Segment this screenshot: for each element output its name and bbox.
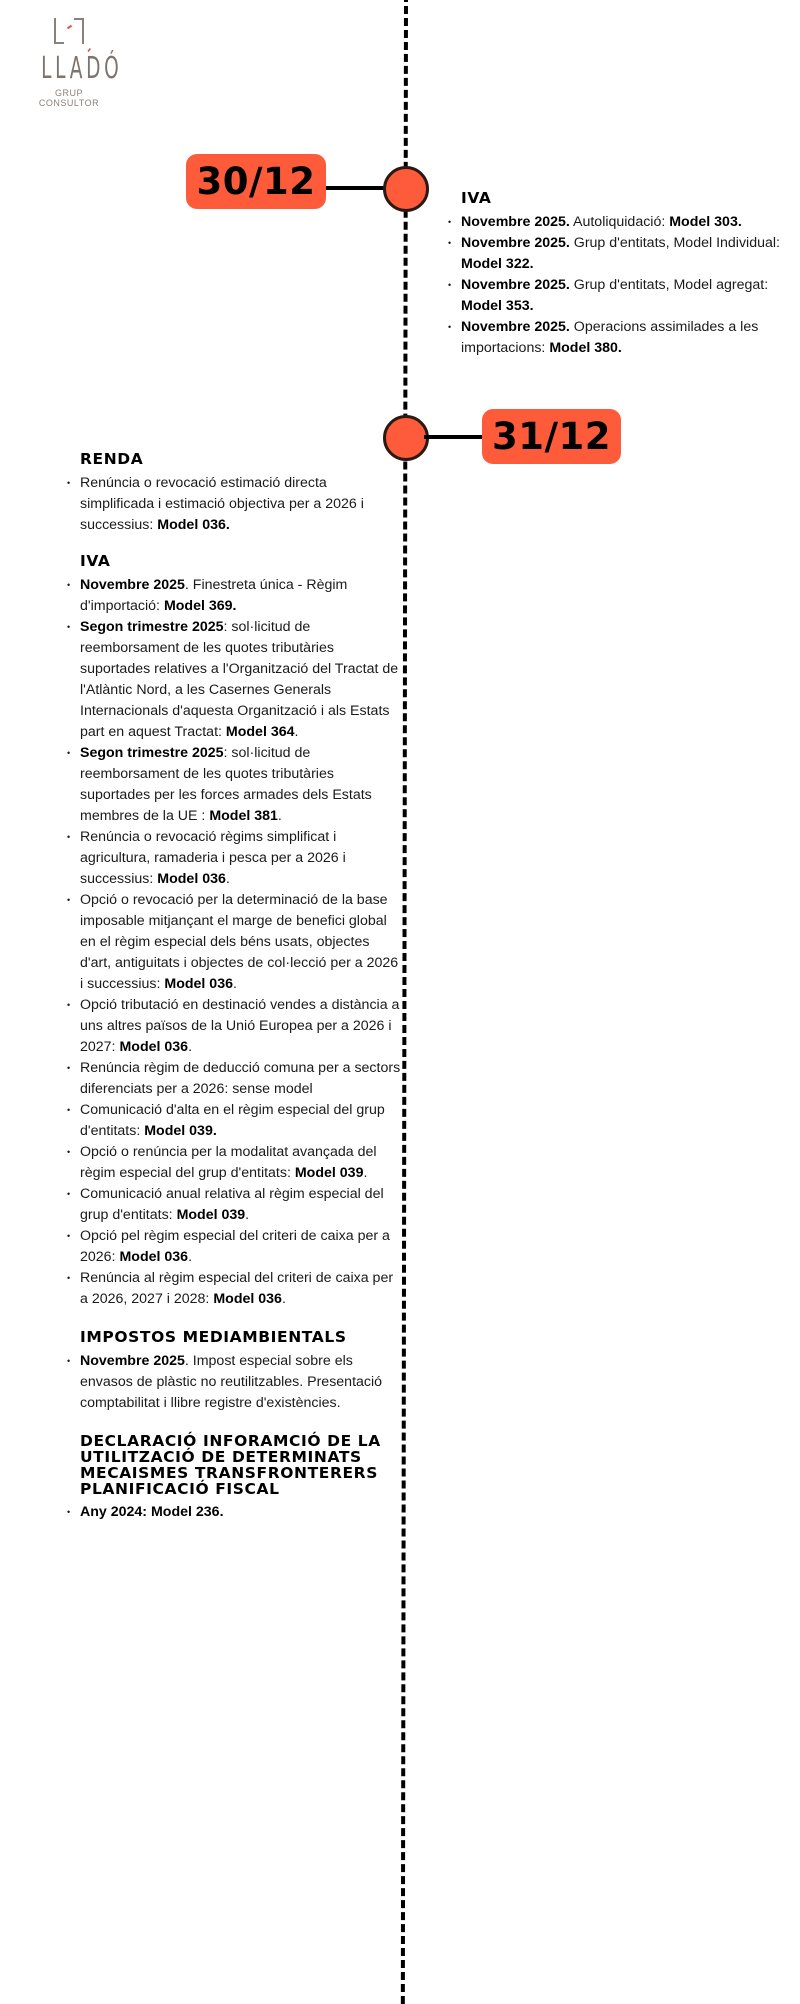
list-item: • Novembre 2025. Autoliquidació: Model 303.	[461, 212, 800, 233]
event-30-12-content	[461, 190, 800, 359]
item-list	[80, 575, 402, 1310]
logo-subtitle: GRUP CONSULTOR	[38, 88, 100, 108]
timeline-node-circle-icon	[383, 166, 429, 212]
list-item: • Comunicació anual relativa al règim especial del grup d'entitats: Model 039.	[80, 1184, 402, 1226]
logo-mark-icon	[54, 16, 84, 46]
section-title-declaracio: DECLARACIÓ INFORAMCIÓ DE LA UTILITZACIÓ DE DETERMINATS MECAISMES TRANSFRONTERERS PLANIFICACIÓ FISCAL	[80, 1432, 381, 1498]
section-title: IVA	[461, 189, 492, 207]
list-item: • Renúncia o revocació règims simplificat i agricultura, ramaderia i pesca per a 2026 i successius: Model 036.	[80, 827, 402, 890]
list-item: • Segon trimestre 2025: sol·licitud de reemborsament de les quotes tributàries suportades per les forces armades dels Estats membres de la UE : Model 381.	[80, 743, 402, 827]
item-list	[80, 1351, 402, 1414]
section-title-renda: RENDA	[80, 450, 144, 468]
item-list	[80, 473, 402, 536]
section-title-impostos-mediambientals: IMPOSTOS MEDIAMBIENTALS	[80, 1328, 347, 1346]
list-item: • Renúncia o revocació estimació directa simplificada i estimació objectiva per a 2026 i successius: Model 036.	[80, 473, 402, 536]
item-list	[80, 1502, 402, 1523]
date-label: 30/12	[196, 160, 316, 203]
list-item: • Renúncia règim de deducció comuna per a sectors diferenciats per a 2026: sense model	[80, 1058, 402, 1100]
list-item: • Opció o revocació per la determinació de la base imposable mitjançant el marge de benefici global en el règim especial dels béns usats, objectes d'art, antiguitats i objectes de col·lecció per a 2026 i successius: Model 036.	[80, 890, 402, 995]
date-badge-30-12	[186, 154, 326, 209]
list-item: • Opció o renúncia per la modalitat avançada del règim especial del grup d'entitats: Model 039.	[80, 1142, 402, 1184]
list-item: • Renúncia al règim especial del criteri de caixa per a 2026, 2027 i 2028: Model 036.	[80, 1268, 402, 1310]
list-item: • Novembre 2025. Grup d'entitats, Model Individual: Model 322.	[461, 233, 800, 275]
company-logo	[24, 16, 123, 108]
list-item: • Novembre 2025. Operacions assimilades a les importacions: Model 380.	[461, 317, 800, 359]
timeline-connector	[424, 435, 484, 439]
list-item: • Comunicació d'alta en el règim especial del grup d'entitats: Model 039.	[80, 1100, 402, 1142]
logo-wordmark: LLADÓ	[41, 52, 97, 86]
section-title-iva: IVA	[80, 552, 111, 570]
list-item: • Segon trimestre 2025: sol·licitud de reemborsament de les quotes tributàries suportades relatives a l'Organització del Tractat de l'Atlàntic Nord, a les Casernes Generals Internacionals d'aquesta Organització i als Estats part en aquest Tractat: Model 364.	[80, 617, 402, 743]
date-label: 31/12	[492, 415, 611, 458]
list-item: • Opció tributació en destinació vendes a distància a uns altres països de la Unió Europea per a 2026 i 2027: Model 036.	[80, 995, 402, 1058]
date-badge-31-12	[482, 409, 621, 464]
list-item: • Any 2024: Model 236.	[80, 1502, 402, 1523]
timeline-connector	[326, 186, 386, 190]
event-31-12-content	[80, 451, 402, 1523]
list-item: • Novembre 2025. Impost especial sobre els envasos de plàstic no reutilitzables. Presentació comptabilitat i llibre registre d'existències.	[80, 1351, 402, 1414]
list-item: • Novembre 2025. Grup d'entitats, Model agregat: Model 353.	[461, 275, 800, 317]
list-item: • Novembre 2025. Finestreta única - Règim d'importació: Model 369.	[80, 575, 402, 617]
list-item: • Opció pel règim especial del criteri de caixa per a 2026: Model 036.	[80, 1226, 402, 1268]
item-list	[461, 212, 800, 359]
